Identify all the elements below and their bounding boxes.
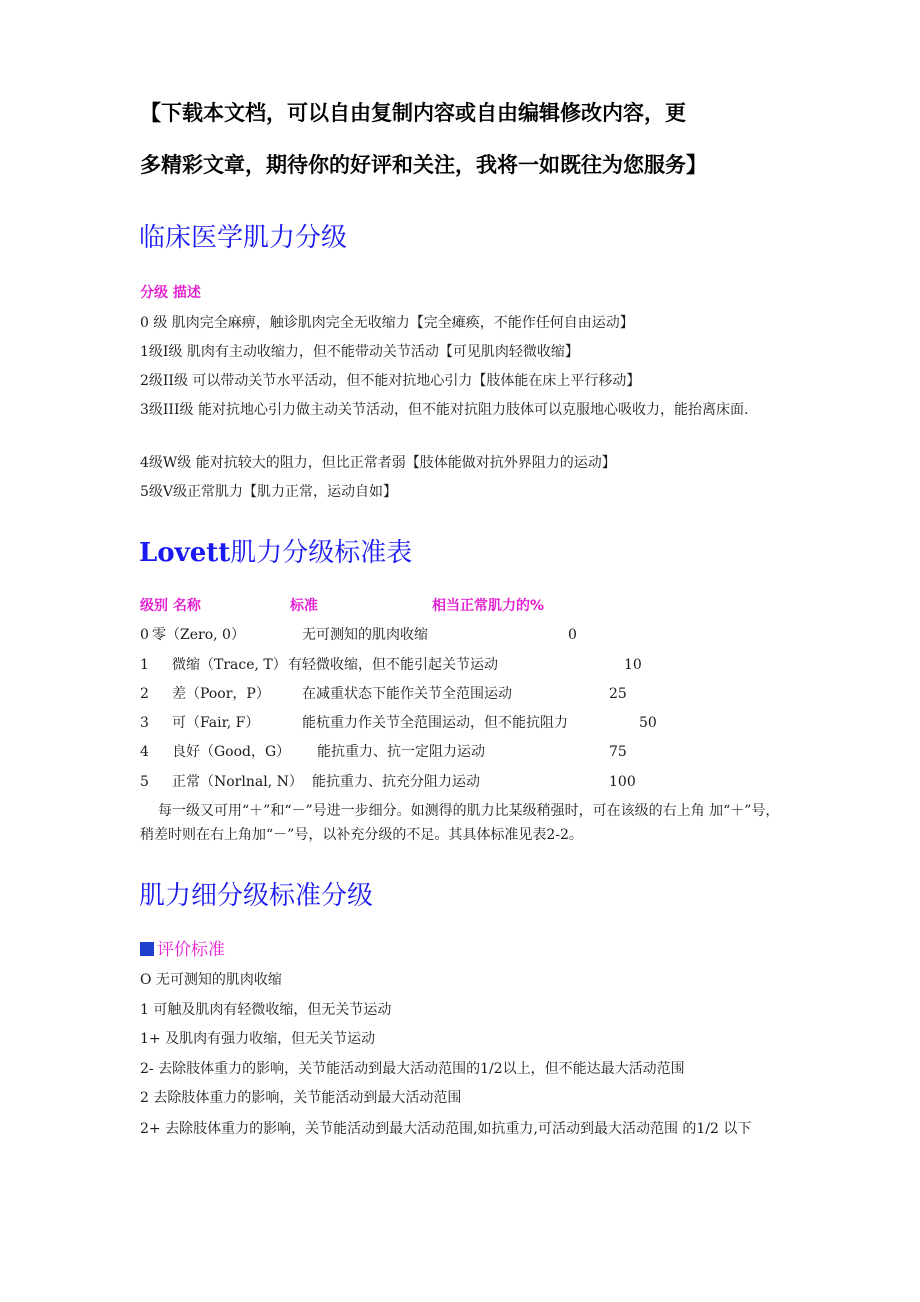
row-name: 差（Poor，P） — [172, 686, 270, 702]
section-title-fine-grading: 肌力细分级标准分级 — [139, 881, 374, 911]
grade-row-0: 0 级 肌肉完全麻痹，触诊肌肉完全无收缩力【完全瘫痪，不能作任何自由运动】 — [140, 315, 634, 331]
fine-row-1-plus: 1+ 及肌肉有强力收缩，但无关节运动 — [140, 1031, 376, 1047]
row-percent: 100 — [609, 774, 636, 790]
lovett-header-standard: 标准 — [290, 598, 318, 614]
square-bullet-icon — [140, 942, 154, 956]
row-percent: 25 — [609, 686, 627, 702]
row-standard: 无可测知的肌肉收缩 — [302, 627, 428, 643]
grade-row-5: 5级V级正常肌力【肌力正常，运动自如】 — [140, 484, 398, 500]
grade-row-4: 4级W级 能对抗较大的阻力，但比正常者弱【肢体能做对抗外界阻力的运动】 — [140, 455, 616, 471]
download-banner-line-2: 多精彩文章，期待你的好评和关注，我将一如既往为您服务】 — [140, 153, 707, 177]
row-level: 1 — [140, 657, 149, 673]
download-banner-line-1: 【下载本文档，可以自由复制内容或自由编辑修改内容，更 — [140, 101, 686, 125]
row-percent: 0 — [568, 627, 577, 643]
title-latin-part: Lovett — [139, 538, 231, 568]
row-level: 4 — [140, 744, 149, 760]
row-standard: 能杭重力作关节全范围运动，但不能抗阻力 — [302, 715, 568, 731]
fine-row-0: O 无可测知的肌肉收缩 — [140, 972, 282, 988]
table-header-grade-description: 分级 描述 — [140, 285, 201, 301]
row-name: 可（Fair, F） — [172, 715, 260, 731]
title-chinese-part: 肌力分级标准表 — [230, 538, 413, 568]
row-name: 良好（Good，G） — [172, 744, 291, 760]
grade-row-3: 3级III级 能对抗地心引力做主动关节活动，但不能对抗阻力肢体可以克服地心吸收力，能抬离床面. — [140, 402, 749, 418]
row-level: 0 — [140, 627, 149, 643]
lovett-note: 每一级又可用“＋”和“－”号进一步细分。如测得的肌力比某级稍强时，可在该级的右上角 加“＋”号，稍差时则在右上角加“－”号，以补充分级的不足。其具体标准见表2-2。 — [140, 803, 780, 843]
row-standard: 能抗重力、抗充分阻力运动 — [312, 774, 480, 790]
evaluation-standard-label: 评价标准 — [157, 940, 225, 960]
grade-row-1: 1级I级 肌肉有主动收缩力，但不能带动关节活动【可见肌肉轻微收缩】 — [140, 344, 579, 360]
section-title-lovett — [139, 536, 412, 570]
fine-row-2-plus: 2+ 去除肢体重力的影响，关节能活动到最大活动范围,如抗重力,可活动到最大活动范围 的1/2 以下 — [140, 1121, 752, 1137]
lovett-header-level-name: 级别 名称 — [140, 598, 201, 614]
row-name: 零（Zero, 0） — [152, 627, 245, 643]
grade-row-2: 2级II级 可以带动关节水平活动，但不能对抗地心引力【肢体能在床上平行移动】 — [140, 373, 641, 389]
row-name: 正常（Norlnal, N） — [172, 774, 303, 790]
row-level: 5 — [140, 774, 149, 790]
row-percent: 75 — [609, 744, 627, 760]
evaluation-standard-heading — [140, 939, 225, 961]
row-percent: 10 — [624, 657, 642, 673]
row-percent: 50 — [639, 715, 657, 731]
fine-row-2-minus: 2- 去除肢体重力的影响，关节能活动到最大活动范围的1/2以上，但不能达最大活动范围 — [140, 1061, 685, 1077]
row-level: 3 — [140, 715, 149, 731]
row-standard: 在减重状态下能作关节全范围运动 — [302, 686, 512, 702]
lovett-header-percent: 相当正常肌力的% — [432, 598, 545, 614]
section-title-clinical-grading: 临床医学肌力分级 — [139, 223, 348, 253]
row-level: 2 — [140, 686, 149, 702]
fine-row-2: 2 去除肢体重力的影响，关节能活动到最大活动范围 — [140, 1090, 462, 1106]
fine-row-1: 1 可触及肌肉有轻微收缩，但无关节运动 — [140, 1002, 392, 1018]
row-standard: 能抗重力、抗一定阻力运动 — [317, 744, 485, 760]
row-name: 微缩（Trace, T） — [172, 657, 287, 673]
row-standard: 有轻微收缩，但不能引起关节运动 — [288, 657, 498, 673]
